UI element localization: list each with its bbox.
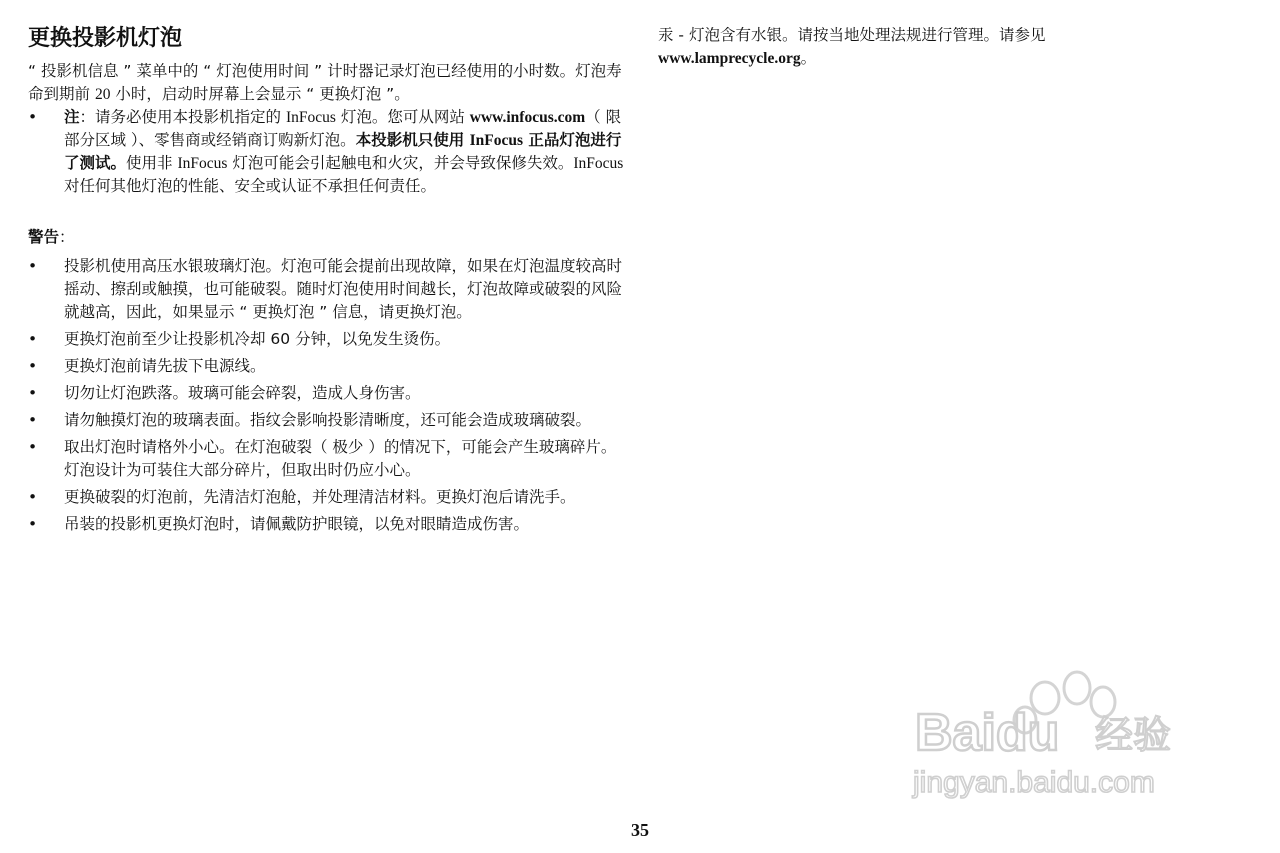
- page-title: 更换投影机灯泡: [28, 26, 183, 51]
- note-text: [64, 108, 623, 195]
- text-run: 20: [94, 86, 111, 103]
- bullet-dot: •: [28, 257, 38, 275]
- warning-text: 更换破裂的灯泡前，先清洁灯泡舱，并处理清洁材料。更换灯泡后请洗手。: [64, 488, 576, 506]
- warning-item: [28, 513, 628, 536]
- bullet-dot: •: [28, 488, 38, 506]
- text-run: 灯泡可能会引起触电和火灾，并会导致保修失效。: [227, 154, 574, 172]
- text-run: InFocus: [285, 109, 336, 126]
- text-run: ：请务必使用本投影机指定的: [79, 108, 286, 126]
- infocus-link[interactable]: www.infocus.com: [469, 109, 586, 126]
- warning-heading: [28, 226, 628, 249]
- text-run: “ 投影机信息 ” 菜单中的 “ 灯泡使用时间 ” 计时器记录灯泡已经使用的小时数。灯泡寿命到期前: [28, 62, 622, 103]
- watermark-site: jingyan.baidu.com: [913, 766, 1155, 799]
- warning-list: [28, 255, 628, 536]
- warning-text: 请勿触摸灯泡的玻璃表面。指纹会影响投影清晰度，还可能会造成玻璃破裂。: [64, 411, 592, 429]
- warning-item: [28, 328, 628, 351]
- mercury-text: 汞 - 灯泡含有水银。请按当地处理法规进行管理。请参见: [658, 26, 1046, 44]
- text-run: InFocus: [469, 132, 523, 149]
- warning-text: 投影机使用高压水银玻璃灯泡。灯泡可能会提前出现故障，如果在灯泡温度较高时摇动、擦刮或触摸，也可能破裂。随时灯泡使用时间越长，灯泡故障或破裂的风险就越高，因此，如果显示 “ 更换灯泡 ” 信息，请更换灯泡。: [64, 257, 623, 321]
- warning-item: [28, 486, 628, 509]
- warning-text: 更换灯泡前至少让投影机冷却 60 分钟，以免发生烫伤。: [64, 330, 451, 348]
- text-run: 灯泡。您可从网站: [335, 108, 470, 126]
- text-run: 正品灯泡进行了测试。: [64, 131, 622, 172]
- text-run: 使用非: [126, 154, 178, 172]
- text-run: （ 限部分区域 ）、零售商或经销商订购新灯泡。: [64, 108, 622, 149]
- text-run: InFocus: [573, 155, 624, 172]
- warning-text: 切勿让灯泡跌落。玻璃可能会碎裂，造成人身伤害。: [64, 384, 421, 402]
- warning-item: [28, 355, 628, 378]
- note-item: [28, 106, 628, 198]
- watermark-brand: Baidu: [915, 704, 1060, 762]
- warning-item: [28, 382, 628, 405]
- warning-text: 更换灯泡前请先拔下电源线。: [64, 357, 266, 375]
- text-run: 注: [64, 108, 80, 126]
- baidu-watermark: [905, 660, 1205, 800]
- text-run: 本投影机只使用: [355, 131, 470, 149]
- warning-item: [28, 409, 628, 432]
- right-column: [658, 24, 1218, 70]
- bullet-dot: •: [28, 330, 38, 348]
- bullet-dot: •: [28, 411, 38, 429]
- text-run: InFocus: [177, 155, 228, 172]
- intro-paragraph: [28, 60, 628, 106]
- bullet-dot: •: [28, 384, 38, 402]
- warning-text: 吊装的投影机更换灯泡时，请佩戴防护眼镜，以免对眼睛造成伤害。: [64, 515, 530, 533]
- note-list: [28, 106, 628, 198]
- bullet-dot: •: [28, 357, 38, 375]
- warning-colon: ：: [59, 228, 75, 246]
- page-number: 35: [631, 820, 649, 840]
- lamprecycle-link[interactable]: www.lamprecycle.org: [658, 50, 801, 67]
- watermark-suffix: 经验: [1095, 713, 1172, 757]
- mercury-paragraph: [658, 24, 1218, 70]
- warning-text: 取出灯泡时请格外小心。在灯泡破裂（ 极少 ）的情况下，可能会产生玻璃碎片。灯泡设计为可装住大部分碎片，但取出时仍应小心。: [64, 438, 617, 479]
- mercury-end: 。: [800, 49, 817, 67]
- bullet-dot: •: [28, 515, 38, 533]
- left-column: [28, 24, 628, 540]
- text-run: 小时，启动时屏幕上会显示 “ 更换灯泡 ”。: [110, 85, 410, 103]
- warning-item: [28, 436, 628, 482]
- bullet-dot: •: [28, 438, 38, 456]
- warning-item: [28, 255, 628, 324]
- text-run: 对任何其他灯泡的性能、安全或认证不承担任何责任。: [64, 177, 437, 195]
- warning-label: 警告: [28, 228, 60, 246]
- bullet-dot: •: [28, 108, 38, 126]
